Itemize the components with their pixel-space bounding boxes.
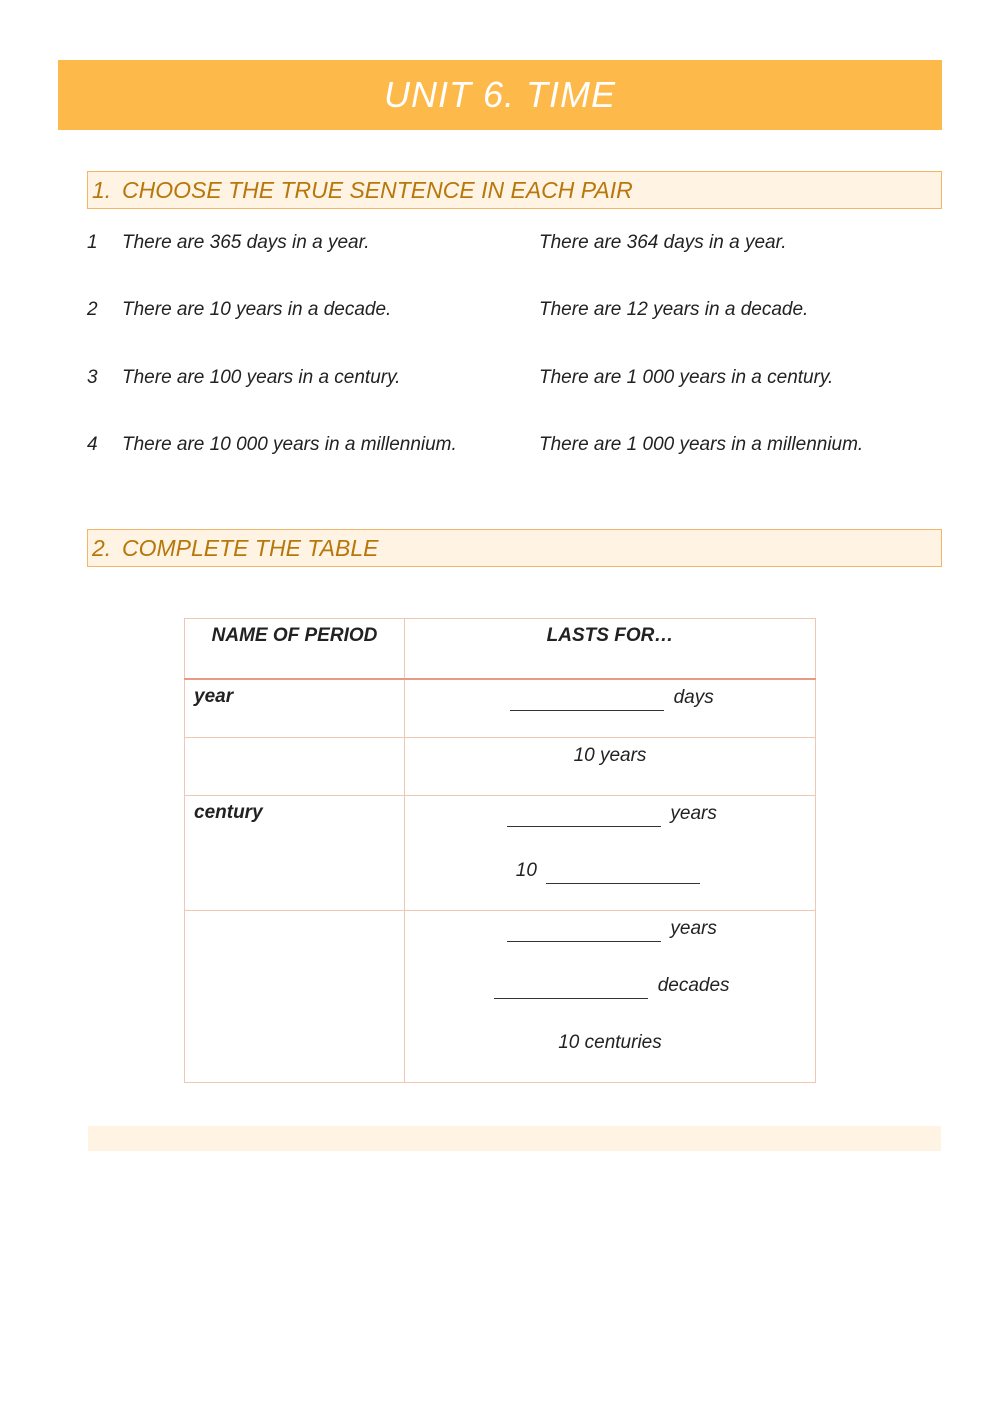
period-name: year [185, 679, 405, 738]
sentence-option-a[interactable]: There are 365 days in a year. [122, 232, 370, 253]
sentence-option-a[interactable]: There are 10 years in a decade. [122, 299, 392, 320]
answer-blank[interactable] [494, 976, 648, 999]
unit-label: years [670, 803, 717, 824]
unit-label: days [673, 687, 714, 708]
answer-blank[interactable] [510, 688, 664, 711]
header-name-of-period: NAME OF PERIOD [185, 619, 405, 680]
sentence-pair [87, 367, 947, 395]
section-1-header [87, 171, 942, 209]
table-row [185, 911, 816, 1083]
section-1-heading: CHOOSE THE TRUE SENTENCE IN EACH PAIR [122, 176, 633, 203]
period-name-blank[interactable] [185, 738, 405, 796]
duration-cell [405, 679, 816, 738]
sentence-pair [87, 299, 947, 327]
sentence-option-a[interactable]: There are 10 000 years in a millennium. [122, 434, 457, 455]
section-2-header [87, 529, 942, 567]
pair-index: 4 [87, 434, 98, 455]
pair-index: 1 [87, 232, 98, 253]
header-lasts-for: LASTS FOR… [405, 619, 816, 680]
sentence-option-b[interactable]: There are 12 years in a decade. [539, 299, 809, 320]
table-row [185, 796, 816, 911]
period-name: century [185, 796, 405, 911]
table-header-row [185, 619, 816, 680]
pair-index: 2 [87, 299, 98, 320]
sentence-option-b[interactable]: There are 364 days in a year. [539, 232, 787, 253]
unit-label: years [670, 918, 717, 939]
answer-blank[interactable] [546, 861, 700, 884]
duration-text: 10 centuries [558, 1032, 662, 1053]
period-name-blank[interactable] [185, 911, 405, 1083]
table-row [185, 738, 816, 796]
answer-blank[interactable] [507, 919, 661, 942]
duration-text: 10 years [573, 745, 647, 766]
duration-cell [405, 738, 816, 796]
unit-label: decades [657, 975, 730, 996]
section-1-number: 1. [92, 176, 112, 203]
sentence-option-b[interactable]: There are 1 000 years in a millennium. [539, 434, 864, 455]
duration-cell [405, 796, 816, 911]
sentence-option-a[interactable]: There are 100 years in a century. [122, 367, 401, 388]
table-row [185, 679, 816, 738]
pair-index: 3 [87, 367, 98, 388]
page-title: UNIT 6. TIME [383, 74, 616, 115]
sentence-option-b[interactable]: There are 1 000 years in a century. [539, 367, 834, 388]
title-banner [58, 60, 942, 130]
duration-cell [405, 911, 816, 1083]
sentence-pair [87, 232, 947, 260]
section-2-number: 2. [92, 534, 112, 561]
footer-bar [88, 1126, 941, 1151]
sentence-pair [87, 434, 947, 462]
section-2-heading: COMPLETE THE TABLE [122, 534, 379, 561]
answer-blank[interactable] [507, 804, 661, 827]
period-table [184, 618, 816, 1083]
prefix-label: 10 [515, 860, 537, 881]
